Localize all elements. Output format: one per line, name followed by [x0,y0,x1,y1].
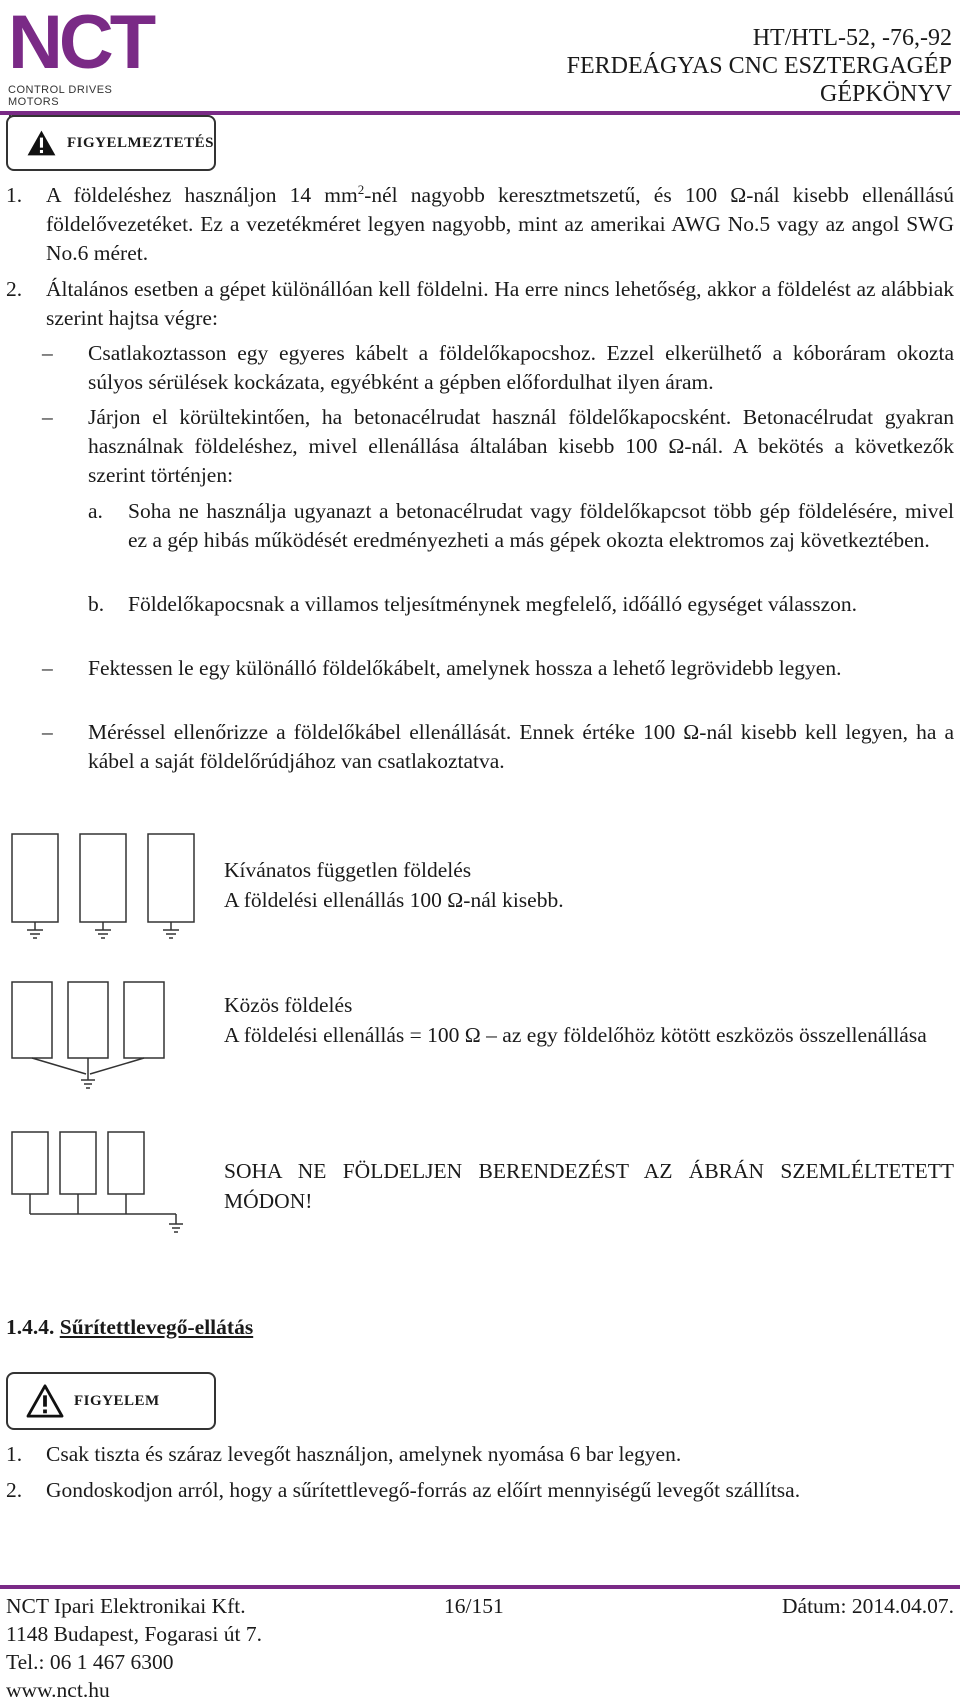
logo-text: NCT [8,0,153,85]
item-text: Általános esetben a gépet különállóan kell földelni. Ha erre nincs lehetőség, akkor a földelést az alábbiak szerint hajtsa végre: [46,277,954,330]
air-item-text: Csak tiszta és száraz levegőt használjon, amelynek nyomása 6 bar legyen. [46,1442,682,1466]
footer-phone: Tel.: 06 1 467 6300 [6,1650,174,1674]
air-item-1: 1. Csak tiszta és száraz levegőt használjon, amelynek nyomása 6 bar legyen. [0,1440,954,1469]
warning-triangle-icon [26,126,57,160]
section-title: Sűrítettlevegő-ellátás [59,1315,254,1339]
figure-2-title: Közös földelés [224,993,353,1017]
dash-item-2: – Járjon el körültekintően, ha betonacélrudat használ földelőkapocsként. Betonacélrudat gyakran használnak földeléshez, mivel ellenállása általában kisebb 100 Ω-nál. A bekötés a következők szerint történjen: [0,403,954,490]
figure-1-text: A földelési ellenállás 100 Ω-nál kisebb. [224,888,564,912]
footer-page-number: 16/151 [444,1594,504,1618]
item-text: A földeléshez használjon 14 $mm^2$-nél nagyobb keresztmetszetű, és 100 Ω-nál kisebb ellenállású földelővezetéket. Ez a vezetékméret legyen nagyobb, mint az amerikai AWG No.5 vagy az angol SWG No.6 méret. [46,182,955,265]
company-logo [8,0,158,108]
diagram-common-grounding [8,980,168,1090]
document-header [567,24,952,108]
warning-triangle-icon [26,1384,64,1418]
dash-item-text: Méréssel ellenőrizze a földelőkábel ellenállását. Ennek értéke 100 Ω-nál kisebb kell legyen, ha a kábel a saját földelőrúdjához van csatlakoztatva. [88,720,954,773]
figure-3-caption [224,1156,954,1216]
dash-item-4: – Méréssel ellenőrizze a földelőkábel ellenállását. Ennek értéke 100 Ω-nál kisebb kell legyen, ha a kábel a saját földelőrúdjához van csatlakoztatva. [0,718,954,776]
diagram-incorrect-grounding [8,1130,188,1240]
footer-company-block [6,1592,262,1704]
sub-item-a: a. Soha ne használja ugyanazt a betonacélrudat vagy földelőkapcsot több gép földelésére, mivel ez a gép hibás működését eredményezheti a más gépek okozta elektromos zaj következtében. [0,497,954,555]
header-manual: GÉPKÖNYV [820,81,952,107]
item-number: 1. [6,183,23,207]
header-machine: FERDEÁGYAS CNC ESZTERGAGÉP [566,53,952,79]
footer-date: Dátum: 2014.04.07. [782,1594,954,1618]
warning-box [6,115,216,171]
dash-item-text: Járjon el körültekintően, ha betonacélrudat használ földelőkapocsként. Betonacélrudat gyakran használnak földeléshez, mivel ellenállása általában kisebb 100 Ω-nál. A bekötés a következők szerint történjen: [88,405,954,487]
dash-item-text: Fektessen le egy különálló földelőkábelt, amelynek hossza a lehető legrövidebb legyen. [88,656,842,680]
diagram-independent-grounding [8,832,198,942]
dash-item-text: Csatlakoztasson egy egyeres kábelt a földelőkapocshoz. Ezzel elkerülhető a kóboráram okozta súlyos sérülések kockázata, egyébként a gépben előfordulhat ilyen áram. [88,341,954,394]
warning-label: FIGYELMEZTETÉS [66,134,214,151]
sub-item-b: b. Földelőkapocsnak a villamos teljesítménynek megfelelő, időálló egységet válasszon. [0,590,954,619]
footer-web: www.nct.hu [6,1678,110,1702]
figure-2-caption [224,990,954,1050]
item-1 [0,181,954,268]
air-item-2: 2. Gondoskodjon arról, hogy a sűrítettlevegő-forrás az előírt mennyiségű levegőt szállítsa. [0,1476,954,1505]
section-heading [6,1315,253,1340]
item-number: 2. [6,277,23,301]
footer-address: 1148 Budapest, Fogarasi út 7. [6,1622,262,1646]
figure-2-text: A földelési ellenállás = 100 Ω – az egy földelőhöz kötött eszközös összellenállása [224,1023,927,1047]
figure-1-caption [224,855,954,915]
section-number: 1.4.4. [6,1315,55,1339]
sub-item-text: Soha ne használja ugyanazt a betonacélrudat vagy földelőkapcsot több gép földelésére, mivel ez a gép hibás működését eredményezheti a más gépek okozta elektromos zaj következtében. [128,499,954,552]
header-model: HT/HTL-52, -76,-92 [752,25,952,51]
sub-item-text: Földelőkapocsnak a villamos teljesítménynek megfelelő, időálló egységet válasszon. [128,592,858,616]
figure-1-title: Kívánatos független földelés [224,858,472,882]
item-2 [0,275,954,333]
footer-company: NCT Ipari Elektronikai Kft. [6,1594,246,1618]
footer-rule [0,1585,960,1589]
figure-3-text: SOHA NE FÖLDELJEN BERENDEZÉST AZ ÁBRÁN SZEMLÉLTETETT MÓDON! [224,1159,954,1213]
dash-item-1: – Csatlakoztasson egy egyeres kábelt a földelőkapocshoz. Ezzel elkerülhető a kóboráram okozta súlyos sérülések kockázata, egyébként a gépben előfordulhat ilyen áram. [0,339,954,397]
caution-label: FIGYELEM [74,1392,160,1409]
logo-tagline-1: CONTROL DRIVES MOTORS [8,84,113,108]
dash-item-3: – Fektessen le egy különálló földelőkábelt, amelynek hossza a lehető legrövidebb legyen. [0,654,954,683]
air-item-text: Gondoskodjon arról, hogy a sűrítettlevegő-forrás az előírt mennyiségű levegőt szállítsa. [46,1478,801,1502]
caution-box [6,1372,216,1430]
